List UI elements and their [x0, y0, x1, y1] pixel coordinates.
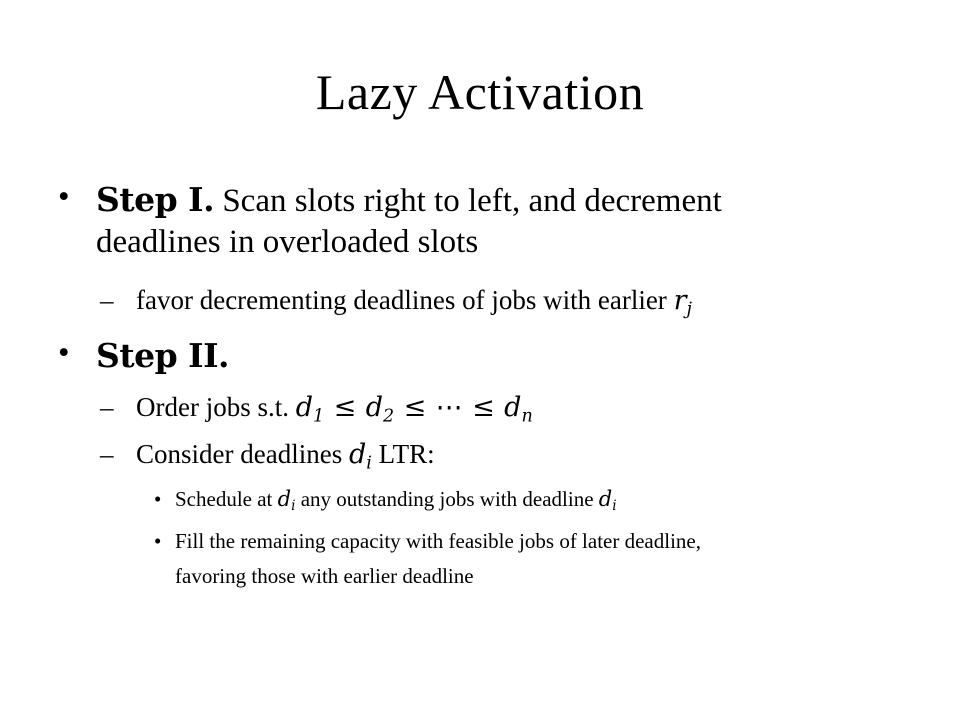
bullet-step2-sub2-item1: •: [154, 487, 162, 511]
dash-step2-sub1: –: [100, 392, 114, 422]
step1-line1: [96, 180, 722, 221]
bullet-step2: •: [58, 335, 70, 371]
step2-sub2-item2-line1: Fill the remaining capacity with feasible jobs of later deadline,: [175, 529, 701, 553]
step2-sub1-text: Order jobs s.t.: [136, 392, 296, 422]
math-d-i-item1-b: $d_i$: [598, 487, 617, 515]
step2-sub2-text-after: LTR:: [371, 439, 435, 469]
step2-sub2-item2-line2: favoring those with earlier deadline: [175, 564, 474, 588]
bullet-step2-sub2-item2: •: [154, 529, 162, 553]
step1-text-line1: Scan slots right to left, and decrement: [214, 183, 722, 219]
step2-line: [96, 336, 229, 377]
math-order-inequality: $d_1 \le d_2$ ≤ ⋯ ≤ $d_n$: [295, 392, 533, 427]
math-d-i-item1: $d_i$: [277, 487, 296, 515]
bullet-step1: •: [58, 179, 70, 215]
math-d-i: $d_i$: [348, 439, 372, 474]
dash-step1-sub1: –: [100, 285, 114, 315]
step2-sub2-item1: Schedule at $d_i$ any outstanding jobs with deadline $d_i$: [175, 487, 617, 515]
step2-sub2-text-before: Consider deadlines: [136, 439, 349, 469]
math-r-j: $r_j$: [673, 285, 692, 320]
dash-step2-sub2: –: [100, 439, 114, 469]
step1-label: Step I.: [96, 180, 215, 219]
step1-text-line2: deadlines in overloaded slots: [96, 224, 479, 260]
slide-title: Lazy Activation: [315, 64, 645, 120]
step1-sub1-text: favor decrementing deadlines of jobs with earlier: [136, 285, 674, 315]
step2-sub2: [136, 437, 435, 472]
step1-sub1: [136, 283, 692, 318]
step2-label: Step II.: [96, 336, 229, 375]
step2-sub1: [136, 390, 533, 425]
